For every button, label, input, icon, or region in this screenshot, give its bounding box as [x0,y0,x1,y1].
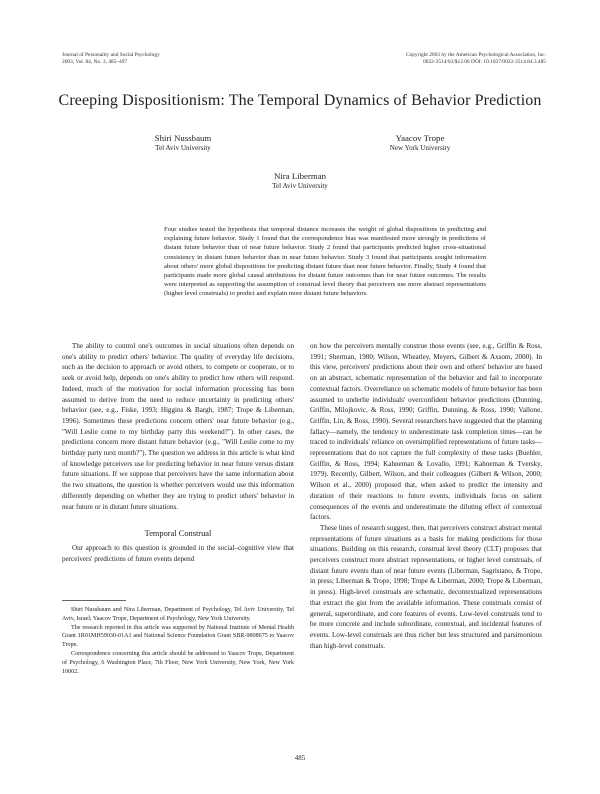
running-header-right [406,52,546,65]
doi-line: 0022-3514/03/$12.00 DOI: 10.1037/0022-3514.84.3.485 [423,58,546,65]
author-affiliation: Tel Aviv University [155,143,211,152]
body-paragraph: on how the perceivers mentally construe those events (see, e.g., Griffin & Ross, 1991; Sherman, 1980; Wilson, Wheatley, Meyers, Gilbert & Axsom, 2000). In this view, perceivers' predictions about their own and others' behavior are based on an abstract, schematic representation of the behavior and fail to incorporate contextual factors. Overreliance on schematic models of future behavior has been assumed to underlie individuals' overconfident behavior predictions (Dunning, Griffin, Milojkovic, & Ross, 1990; Griffin, Dunning, & Ross, 1990; Vallone, Griffin, Lin, & Ross, 1990). Several researchers have suggested that the planning fallacy—namely, the tendency to underestimate task completion times—can be traced to individuals' reliance on oversimplified representations of future tasks—representations that do not capture the full complexity of these tasks (Buehler, Griffin, & Ross, 1994; Kahneman & Lovallo, 1991; Kahneman & Tversky, 1979). Recently, Gilbert, Wilson, and their colleagues (Gilbert & Wilson, 2000; Wilson et al., 2000) proposed that, when asked to predict the intensity and duration of their reactions to future events, individuals focus on salient consequences of the events and underestimate the diluting effect of contextual factors. [310,342,542,522]
page-number: 485 [294,754,306,762]
footnote-divider [62,600,126,601]
running-header-left [62,52,160,65]
footnotes [62,606,294,676]
author-name: Shiri Nussbaum [154,133,212,143]
body-column-right [310,341,542,651]
author-block [355,133,485,152]
body-paragraph: The ability to control one's outcomes in social situations often depends on one's ability to predict others' behavior. The quality of everyday life decisions, such as the decision to approach or avoid others, to compete or cooperate, or to seek or avoid help, depends on one's ability to predict how others will respond. Indeed, much of the motivation for social information processing has been assumed to derive from the need to reduce uncertainty in predicting others' behavior (see, e.g., Fiske, 1993; Higgins & Bargh, 1987; Trope & Liberman, 1996). Sometimes these predictions concern others' near future behavior (e.g., "Will Leslie come to my birthday party this weekend?"). In other cases, the predictions concern more distant future behavior (e.g., "Will Leslie come to my birthday party next month?"). The question we address in this article is what kind of knowledge perceivers use for predicting behavior in near future versus distant future situations. If we suppose that perceivers have the same information about the two situations, the question is whether perceivers would use this information differently depending on whether they are trying to predict others' behavior in near future or in distant future situations. [62,342,294,511]
footnote-funding: The research reported in this article was supported by National Institute of Mental Health Grant 1R01MH59030-01A1 and National Science Foundation Grant SBR-9808675 to Yaacov Trope. [62,624,294,649]
journal-volume: 2003, Vol. 84, No. 3, 485–497 [62,58,128,65]
section-heading: Temporal Construal [144,529,212,539]
footnote-correspondence: Correspondence concerning this article should be addressed to Yaacov Trope, Department of Psychology, 6 Washington Place, 7th Floor, New York University, New York, New York 10002. [62,650,294,675]
author-name: Yaacov Trope [395,133,445,143]
author-block [118,133,248,152]
footnote-author-affiliations: Shiri Nussbaum and Nira Liberman, Department of Psychology, Tel Aviv University, Tel Aviv, Israel; Yaacov Trope, Department of Psychology, New York University. [62,607,294,622]
author-block [235,171,365,190]
article-title: Creeping Dispositionism: The Temporal Dynamics of Behavior Prediction [58,92,542,109]
author-name: Nira Liberman [273,171,327,181]
body-paragraph: These lines of research suggest, then, that perceivers construct abstract mental representations of future situations as a basis for making predictions for those situations. Building on this research, construal level theory (CLT) proposes that perceivers construct more abstract representations, or higher level construals, of distant future events than of near future events (Liberman, Sagristano, & Trope, in press; Liberman & Trope, 1998; Trope & Liberman, 2000; Trope & Liberman, in press). High-level construals are schematic, decontextualized representations that extract the gist from the available information. These construals consist of general, superordinate, and core features of events. Low-level construals tend to be more concrete and include subordinate, contextual, and incidental features of events. Low-level construals are thus richer but less structured and parsimonious than high-level construals. [310,523,542,650]
journal-name: Journal of Personality and Social Psychology [62,52,160,58]
abstract: Four studies tested the hypothesis that temporal distance increases the weight of global dispositions in predicting and explaining future behavior. Study 1 found that the correspondence bias was manifested more strongly in predictions of distant future behavior than of near future behavior. Study 2 found that participants predicted higher cross-situational consistency in distant future behavior than in near future behavior. Study 3 found that participants sought information about others' more global dispositions for predicting distant future than near future behavior. Finally, Study 4 found that participants made more global causal attributions for distant future outcomes than for near future outcomes. The results were interpreted as supporting the assumption of construal level theory that perceivers use more abstract representations (higher level construals) to predict and explain more distant future behaviors. [164,226,486,298]
body-paragraph: Our approach to this question is grounded in the social–cognitive view that perceivers' predictions of future events depend [62,544,294,563]
author-affiliation: New York University [389,143,451,152]
author-affiliation: Tel Aviv University [272,181,328,190]
copyright-line: Copyright 2003 by the American Psychological Association, Inc. [406,52,546,58]
body-column-left [62,341,294,565]
